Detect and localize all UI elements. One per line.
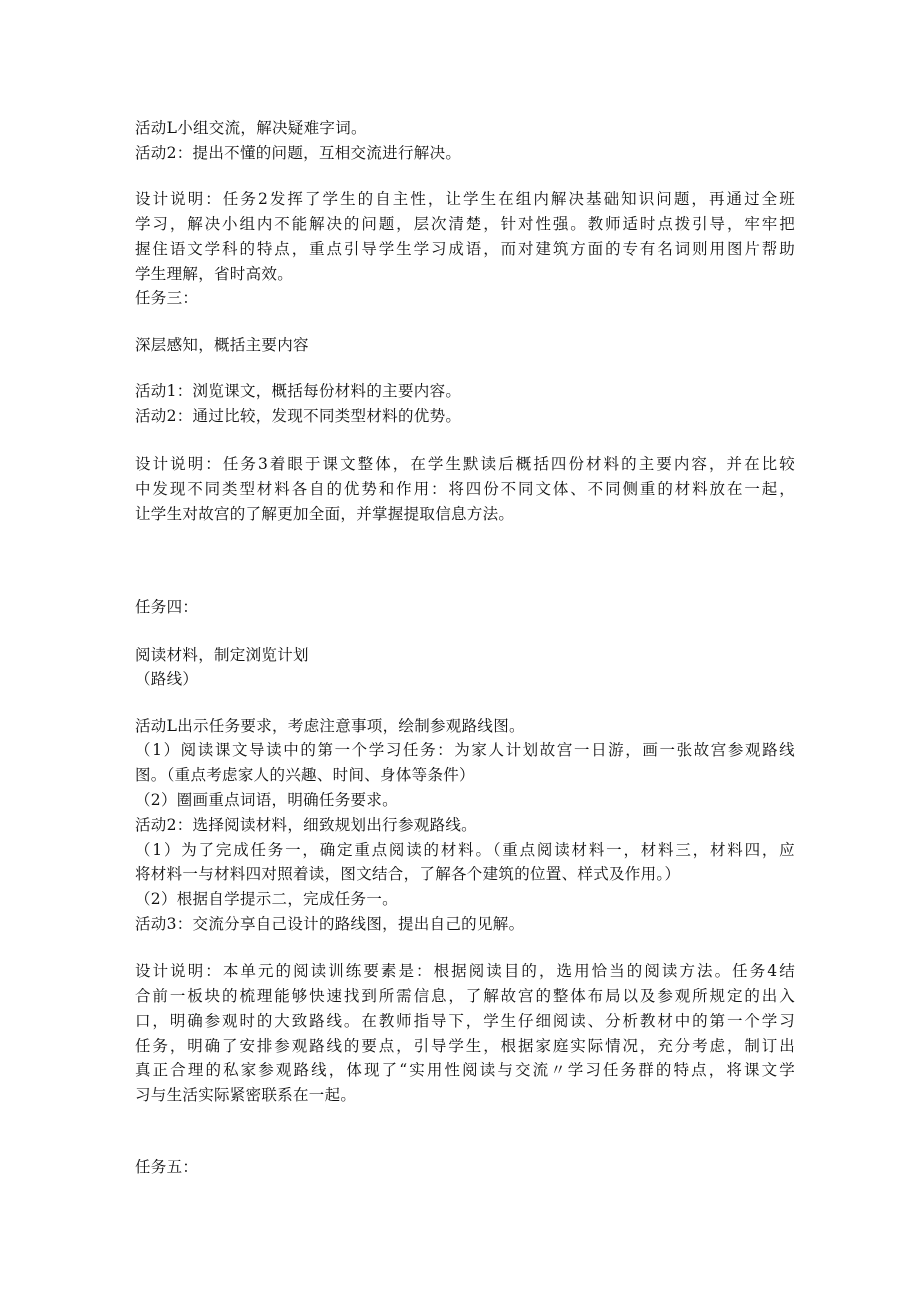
text-line: 活动L出示任务要求，考虑注意事项，绘制参观路线图。 — [135, 717, 525, 735]
text-line: 中发现不同类型材料各自的优势和作用：将四份不同文体、不同侧重的材料放在一起， — [135, 480, 795, 498]
section-heading: 任务三： — [135, 289, 199, 307]
text-line: 活动L小组交流，解决疑难字词。 — [135, 119, 367, 137]
text-line: 学习，解决小组内不能解决的问题，层次清楚，针对性强。教师适时点拨引导，牢牢把 — [135, 215, 795, 233]
text-line: （2）圈画重点词语，明确任务要求。 — [135, 791, 398, 809]
text-line: 任务，明确了安排参观路线的要点，引导学生，根据家庭实际情况，充分考虑，制订出 — [135, 1037, 795, 1055]
text-line: 将材料一与材料四对照着读，图文结合，了解各个建筑的位置、样式及作用。） — [135, 865, 681, 883]
text-line: 学生理解，省时高效。 — [135, 265, 294, 283]
section-subtitle: 阅读材料，制定浏览计划 — [135, 646, 309, 664]
text-line: 活动2：通过比较，发现不同类型材料的优势。 — [135, 407, 462, 425]
text-line: 活动3：交流分享自己设计的路线图，提出自己的见解。 — [135, 915, 525, 933]
text-line: （2）根据自学提示二，完成任务一。 — [135, 890, 398, 908]
text-line: （路线） — [135, 670, 199, 688]
text-line: 真正合理的私家参观路线，体现了“实用性阅读与交流〃学习任务群的特点，将课文学 — [135, 1061, 795, 1079]
text-line: 图。（重点考虑家人的兴趣、时间、身体等条件） — [135, 766, 475, 784]
text-line: 口，明确参观时的大致路线。在教师指导下，学生仔细阅读、分析教材中的第一个学习 — [135, 1012, 795, 1030]
text-line: 设计说明：本单元的阅读训练要素是：根据阅读目的，选用恰当的阅读方法。任务4结 — [135, 962, 795, 980]
section-heading: 任务四： — [135, 598, 199, 616]
text-line: 合前一板块的梳理能够快速找到所需信息，了解故宫的整体布局以及参观所规定的出入 — [135, 987, 795, 1005]
text-line: 设计说明：任务2发挥了学生的自主性，让学生在组内解决基础知识问题，再通过全班 — [135, 190, 795, 208]
section-heading: 任务五： — [135, 1158, 199, 1176]
text-line: 让学生对故宫的了解更加全面，并掌握提取信息方法。 — [135, 505, 515, 523]
section-subtitle: 深层感知，概括主要内容 — [135, 336, 309, 354]
text-line: 习与生活实际紧密联系在一起。 — [135, 1086, 357, 1104]
text-line: 设计说明：任务3着眼于课文整体，在学生默读后概括四份材料的主要内容，并在比较 — [135, 455, 795, 473]
text-line: 活动2：提出不懂的问题，互相交流进行解决。 — [135, 144, 462, 162]
text-line: （1）为了完成任务一，确定重点阅读的材料。（重点阅读材料一，材料三，材料四，应 — [135, 841, 795, 859]
text-line: 活动1：浏览课文，概括每份材料的主要内容。 — [135, 382, 462, 400]
text-line: 活动2：选择阅读材料，细致规划出行参观路线。 — [135, 816, 477, 834]
text-line: 握住语文学科的特点，重点引导学生学习成语，而对建筑方面的专有名词则用图片帮助 — [135, 240, 795, 258]
text-line: （1）阅读课文导读中的第一个学习任务：为家人计划故宫一日游，画一张故宫参观路线 — [135, 741, 795, 759]
